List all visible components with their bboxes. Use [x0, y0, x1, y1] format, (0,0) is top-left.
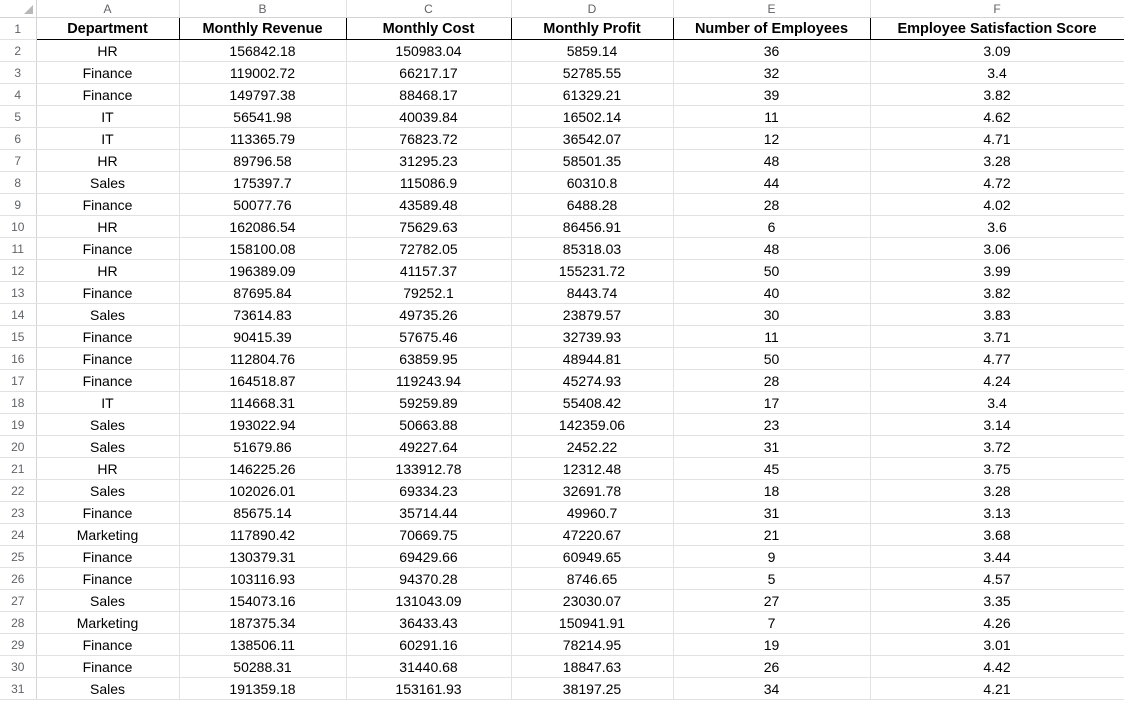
- cell-satisfaction-score[interactable]: 3.99: [870, 260, 1124, 282]
- cell-department[interactable]: Finance: [36, 502, 179, 524]
- cell-department[interactable]: HR: [36, 260, 179, 282]
- cell-monthly-profit[interactable]: 60949.65: [511, 546, 673, 568]
- cell-monthly-cost[interactable]: 69429.66: [346, 546, 511, 568]
- row-number[interactable]: 30: [0, 656, 36, 678]
- row-number[interactable]: 29: [0, 634, 36, 656]
- cell-monthly-cost[interactable]: 31295.23: [346, 150, 511, 172]
- cell-monthly-profit[interactable]: 155231.72: [511, 260, 673, 282]
- row-number[interactable]: 16: [0, 348, 36, 370]
- table-row: [0, 370, 1124, 392]
- cell-department[interactable]: Finance: [36, 84, 179, 106]
- cell-monthly-cost[interactable]: 49735.26: [346, 304, 511, 326]
- cell-monthly-cost[interactable]: 41157.37: [346, 260, 511, 282]
- row-number[interactable]: 23: [0, 502, 36, 524]
- cell-monthly-revenue[interactable]: 87695.84: [179, 282, 346, 304]
- cell-employee-count[interactable]: 28: [673, 194, 870, 216]
- cell-monthly-profit[interactable]: 52785.55: [511, 62, 673, 84]
- cell-monthly-cost[interactable]: 150983.04: [346, 40, 511, 62]
- table-header-row: [0, 18, 1124, 40]
- cell-monthly-cost[interactable]: 79252.1: [346, 282, 511, 304]
- row-number[interactable]: 22: [0, 480, 36, 502]
- cell-monthly-profit[interactable]: 16502.14: [511, 106, 673, 128]
- cell-monthly-profit[interactable]: 58501.35: [511, 150, 673, 172]
- cell-monthly-profit[interactable]: 12312.48: [511, 458, 673, 480]
- cell-monthly-revenue[interactable]: 164518.87: [179, 370, 346, 392]
- cell-monthly-cost[interactable]: 57675.46: [346, 326, 511, 348]
- cell-monthly-revenue[interactable]: 112804.76: [179, 348, 346, 370]
- cell-satisfaction-score[interactable]: 3.28: [870, 480, 1124, 502]
- cell-monthly-cost[interactable]: 59259.89: [346, 392, 511, 414]
- cell-satisfaction-score[interactable]: 4.26: [870, 612, 1124, 634]
- cell-monthly-revenue[interactable]: 117890.42: [179, 524, 346, 546]
- cell-monthly-profit[interactable]: 5859.14: [511, 40, 673, 62]
- table-row: [0, 678, 1124, 700]
- cell-monthly-cost[interactable]: 50663.88: [346, 414, 511, 436]
- cell-department[interactable]: Marketing: [36, 524, 179, 546]
- cell-satisfaction-score[interactable]: 3.71: [870, 326, 1124, 348]
- table-row: [0, 502, 1124, 524]
- cell-satisfaction-score[interactable]: 3.28: [870, 150, 1124, 172]
- cell-monthly-cost[interactable]: 131043.09: [346, 590, 511, 612]
- cell-monthly-revenue[interactable]: 113365.79: [179, 128, 346, 150]
- cell-satisfaction-score[interactable]: 3.4: [870, 62, 1124, 84]
- cell-department[interactable]: Finance: [36, 194, 179, 216]
- cell-monthly-profit[interactable]: 150941.91: [511, 612, 673, 634]
- cell-employee-count[interactable]: 7: [673, 612, 870, 634]
- row-number[interactable]: 19: [0, 414, 36, 436]
- column-header-a[interactable]: A: [36, 0, 179, 18]
- cell-employee-count[interactable]: 19: [673, 634, 870, 656]
- cell-monthly-cost[interactable]: 60291.16: [346, 634, 511, 656]
- cell-satisfaction-score[interactable]: 3.44: [870, 546, 1124, 568]
- cell-monthly-revenue[interactable]: 158100.08: [179, 238, 346, 260]
- cell-monthly-cost[interactable]: 49227.64: [346, 436, 511, 458]
- cell-monthly-revenue[interactable]: 146225.26: [179, 458, 346, 480]
- cell-monthly-revenue[interactable]: 102026.01: [179, 480, 346, 502]
- cell-monthly-profit[interactable]: 6488.28: [511, 194, 673, 216]
- cell-employee-count[interactable]: 28: [673, 370, 870, 392]
- cell-department[interactable]: HR: [36, 216, 179, 238]
- table-row: [0, 40, 1124, 62]
- cell-department[interactable]: Sales: [36, 678, 179, 700]
- table-row: [0, 458, 1124, 480]
- row-number[interactable]: 5: [0, 106, 36, 128]
- cell-satisfaction-score[interactable]: 4.24: [870, 370, 1124, 392]
- table-row: [0, 260, 1124, 282]
- row-number[interactable]: 20: [0, 436, 36, 458]
- cell-employee-count[interactable]: 12: [673, 128, 870, 150]
- row-number[interactable]: 21: [0, 458, 36, 480]
- cell-monthly-revenue[interactable]: 119002.72: [179, 62, 346, 84]
- cell-employee-count[interactable]: 34: [673, 678, 870, 700]
- table-row: [0, 194, 1124, 216]
- cell-monthly-profit[interactable]: 36542.07: [511, 128, 673, 150]
- cell-monthly-revenue[interactable]: 89796.58: [179, 150, 346, 172]
- cell-employee-count[interactable]: 50: [673, 348, 870, 370]
- cell-satisfaction-score[interactable]: 3.68: [870, 524, 1124, 546]
- cell-employee-count[interactable]: 6: [673, 216, 870, 238]
- cell-employee-count[interactable]: 26: [673, 656, 870, 678]
- table-row: [0, 392, 1124, 414]
- cell-department[interactable]: Finance: [36, 238, 179, 260]
- cell-department[interactable]: Sales: [36, 304, 179, 326]
- header-cell-employee-satisfaction-score[interactable]: Employee Satisfaction Score: [870, 18, 1124, 40]
- table-row: [0, 238, 1124, 260]
- cell-monthly-profit[interactable]: 78214.95: [511, 634, 673, 656]
- cell-employee-count[interactable]: 23: [673, 414, 870, 436]
- cell-satisfaction-score[interactable]: 3.82: [870, 282, 1124, 304]
- cell-monthly-profit[interactable]: 8443.74: [511, 282, 673, 304]
- table-row: [0, 634, 1124, 656]
- row-number[interactable]: 31: [0, 678, 36, 700]
- cell-satisfaction-score[interactable]: 3.83: [870, 304, 1124, 326]
- column-header-b[interactable]: B: [179, 0, 346, 18]
- cell-satisfaction-score[interactable]: 3.09: [870, 40, 1124, 62]
- cell-employee-count[interactable]: 50: [673, 260, 870, 282]
- cell-monthly-cost[interactable]: 69334.23: [346, 480, 511, 502]
- cell-department[interactable]: Finance: [36, 634, 179, 656]
- cell-monthly-cost[interactable]: 35714.44: [346, 502, 511, 524]
- row-number[interactable]: 1: [0, 18, 36, 40]
- row-number[interactable]: 15: [0, 326, 36, 348]
- cell-monthly-profit[interactable]: 49960.7: [511, 502, 673, 524]
- row-number[interactable]: 7: [0, 150, 36, 172]
- row-number[interactable]: 4: [0, 84, 36, 106]
- cell-employee-count[interactable]: 27: [673, 590, 870, 612]
- cell-department[interactable]: Sales: [36, 480, 179, 502]
- cell-monthly-cost[interactable]: 153161.93: [346, 678, 511, 700]
- column-header-d[interactable]: D: [511, 0, 673, 18]
- cell-satisfaction-score[interactable]: 3.14: [870, 414, 1124, 436]
- row-number[interactable]: 10: [0, 216, 36, 238]
- cell-monthly-profit[interactable]: 85318.03: [511, 238, 673, 260]
- table-row: [0, 304, 1124, 326]
- cell-monthly-revenue[interactable]: 90415.39: [179, 326, 346, 348]
- cell-employee-count[interactable]: 39: [673, 84, 870, 106]
- cell-monthly-revenue[interactable]: 73614.83: [179, 304, 346, 326]
- cell-department[interactable]: IT: [36, 128, 179, 150]
- table-row: [0, 414, 1124, 436]
- cell-department[interactable]: Finance: [36, 326, 179, 348]
- cell-employee-count[interactable]: 40: [673, 282, 870, 304]
- row-number[interactable]: 12: [0, 260, 36, 282]
- cell-monthly-profit[interactable]: 60310.8: [511, 172, 673, 194]
- cell-monthly-profit[interactable]: 86456.91: [511, 216, 673, 238]
- row-number[interactable]: 17: [0, 370, 36, 392]
- header-cell-monthly-profit[interactable]: Monthly Profit: [511, 18, 673, 40]
- cell-satisfaction-score[interactable]: 3.35: [870, 590, 1124, 612]
- cell-monthly-profit[interactable]: 32691.78: [511, 480, 673, 502]
- cell-monthly-revenue[interactable]: 162086.54: [179, 216, 346, 238]
- row-number[interactable]: 18: [0, 392, 36, 414]
- cell-monthly-profit[interactable]: 18847.63: [511, 656, 673, 678]
- cell-employee-count[interactable]: 32: [673, 62, 870, 84]
- cell-employee-count[interactable]: 11: [673, 326, 870, 348]
- table-row: [0, 84, 1124, 106]
- cell-employee-count[interactable]: 30: [673, 304, 870, 326]
- cell-employee-count[interactable]: 17: [673, 392, 870, 414]
- cell-employee-count[interactable]: 11: [673, 106, 870, 128]
- row-number[interactable]: 14: [0, 304, 36, 326]
- cell-monthly-cost[interactable]: 115086.9: [346, 172, 511, 194]
- cell-monthly-profit[interactable]: 142359.06: [511, 414, 673, 436]
- cell-employee-count[interactable]: 31: [673, 502, 870, 524]
- cell-monthly-cost[interactable]: 119243.94: [346, 370, 511, 392]
- cell-satisfaction-score[interactable]: 4.42: [870, 656, 1124, 678]
- cell-department[interactable]: Sales: [36, 436, 179, 458]
- table-row: [0, 216, 1124, 238]
- cell-employee-count[interactable]: 44: [673, 172, 870, 194]
- cell-monthly-revenue[interactable]: 154073.16: [179, 590, 346, 612]
- cell-employee-count[interactable]: 48: [673, 150, 870, 172]
- table-row: [0, 128, 1124, 150]
- table-row: [0, 62, 1124, 84]
- cell-monthly-revenue[interactable]: 85675.14: [179, 502, 346, 524]
- cell-satisfaction-score[interactable]: 4.02: [870, 194, 1124, 216]
- cell-satisfaction-score[interactable]: 4.57: [870, 568, 1124, 590]
- cell-monthly-cost[interactable]: 40039.84: [346, 106, 511, 128]
- cell-monthly-cost[interactable]: 31440.68: [346, 656, 511, 678]
- table-row: [0, 612, 1124, 634]
- cell-monthly-revenue[interactable]: 50288.31: [179, 656, 346, 678]
- cell-monthly-revenue[interactable]: 130379.31: [179, 546, 346, 568]
- table-row: [0, 590, 1124, 612]
- cell-satisfaction-score[interactable]: 3.75: [870, 458, 1124, 480]
- cell-satisfaction-score[interactable]: 3.13: [870, 502, 1124, 524]
- table-body: [0, 40, 1124, 700]
- cell-monthly-revenue[interactable]: 193022.94: [179, 414, 346, 436]
- cell-department[interactable]: HR: [36, 40, 179, 62]
- column-header-e[interactable]: E: [673, 0, 870, 18]
- table-row: [0, 106, 1124, 128]
- cell-monthly-cost[interactable]: 63859.95: [346, 348, 511, 370]
- cell-monthly-cost[interactable]: 66217.17: [346, 62, 511, 84]
- cell-monthly-revenue[interactable]: 187375.34: [179, 612, 346, 634]
- cell-employee-count[interactable]: 31: [673, 436, 870, 458]
- cell-monthly-revenue[interactable]: 50077.76: [179, 194, 346, 216]
- cell-department[interactable]: Sales: [36, 590, 179, 612]
- row-number[interactable]: 6: [0, 128, 36, 150]
- cell-department[interactable]: Finance: [36, 62, 179, 84]
- cell-monthly-cost[interactable]: 70669.75: [346, 524, 511, 546]
- cell-monthly-revenue[interactable]: 114668.31: [179, 392, 346, 414]
- row-number[interactable]: 13: [0, 282, 36, 304]
- column-header-f[interactable]: F: [870, 0, 1124, 18]
- cell-monthly-cost[interactable]: 72782.05: [346, 238, 511, 260]
- cell-monthly-cost[interactable]: 88468.17: [346, 84, 511, 106]
- table-row: [0, 546, 1124, 568]
- select-all-triangle-icon: [24, 5, 33, 14]
- cell-satisfaction-score[interactable]: 4.77: [870, 348, 1124, 370]
- cell-monthly-profit[interactable]: 38197.25: [511, 678, 673, 700]
- cell-satisfaction-score[interactable]: 4.72: [870, 172, 1124, 194]
- cell-department[interactable]: Sales: [36, 172, 179, 194]
- cell-employee-count[interactable]: 9: [673, 546, 870, 568]
- cell-monthly-cost[interactable]: 76823.72: [346, 128, 511, 150]
- cell-department[interactable]: HR: [36, 458, 179, 480]
- cell-employee-count[interactable]: 21: [673, 524, 870, 546]
- cell-monthly-cost[interactable]: 133912.78: [346, 458, 511, 480]
- row-number[interactable]: 3: [0, 62, 36, 84]
- cell-department[interactable]: IT: [36, 392, 179, 414]
- cell-satisfaction-score[interactable]: 3.01: [870, 634, 1124, 656]
- row-number[interactable]: 9: [0, 194, 36, 216]
- cell-department[interactable]: Finance: [36, 370, 179, 392]
- cell-monthly-profit[interactable]: 61329.21: [511, 84, 673, 106]
- cell-department[interactable]: Finance: [36, 568, 179, 590]
- cell-monthly-profit[interactable]: 55408.42: [511, 392, 673, 414]
- cell-monthly-revenue[interactable]: 175397.7: [179, 172, 346, 194]
- cell-employee-count[interactable]: 18: [673, 480, 870, 502]
- cell-employee-count[interactable]: 5: [673, 568, 870, 590]
- table-row: [0, 524, 1124, 546]
- cell-employee-count[interactable]: 36: [673, 40, 870, 62]
- cell-monthly-profit[interactable]: 47220.67: [511, 524, 673, 546]
- row-number[interactable]: 2: [0, 40, 36, 62]
- cell-monthly-cost[interactable]: 75629.63: [346, 216, 511, 238]
- cell-monthly-revenue[interactable]: 103116.93: [179, 568, 346, 590]
- cell-employee-count[interactable]: 45: [673, 458, 870, 480]
- cell-employee-count[interactable]: 48: [673, 238, 870, 260]
- cell-department[interactable]: Sales: [36, 414, 179, 436]
- cell-monthly-profit[interactable]: 8746.65: [511, 568, 673, 590]
- cell-department[interactable]: Marketing: [36, 612, 179, 634]
- cell-satisfaction-score[interactable]: 3.82: [870, 84, 1124, 106]
- table-row: [0, 282, 1124, 304]
- cell-monthly-cost[interactable]: 43589.48: [346, 194, 511, 216]
- table-row: [0, 480, 1124, 502]
- row-number[interactable]: 8: [0, 172, 36, 194]
- table-row: [0, 150, 1124, 172]
- row-number[interactable]: 25: [0, 546, 36, 568]
- cell-monthly-cost[interactable]: 94370.28: [346, 568, 511, 590]
- table-row: [0, 348, 1124, 370]
- cell-monthly-revenue[interactable]: 51679.86: [179, 436, 346, 458]
- cell-monthly-revenue[interactable]: 156842.18: [179, 40, 346, 62]
- cell-satisfaction-score[interactable]: 4.62: [870, 106, 1124, 128]
- column-header-row: [0, 0, 1124, 18]
- table-row: [0, 436, 1124, 458]
- cell-monthly-revenue[interactable]: 149797.38: [179, 84, 346, 106]
- table-row: [0, 172, 1124, 194]
- header-cell-number-of-employees[interactable]: Number of Employees: [673, 18, 870, 40]
- cell-department[interactable]: IT: [36, 106, 179, 128]
- cell-satisfaction-score[interactable]: 4.71: [870, 128, 1124, 150]
- cell-monthly-cost[interactable]: 36433.43: [346, 612, 511, 634]
- cell-satisfaction-score[interactable]: 3.6: [870, 216, 1124, 238]
- select-all-corner[interactable]: [0, 0, 36, 18]
- cell-satisfaction-score[interactable]: 3.4: [870, 392, 1124, 414]
- cell-monthly-revenue[interactable]: 56541.98: [179, 106, 346, 128]
- cell-monthly-profit[interactable]: 23879.57: [511, 304, 673, 326]
- row-number[interactable]: 24: [0, 524, 36, 546]
- cell-monthly-profit[interactable]: 23030.07: [511, 590, 673, 612]
- row-number[interactable]: 11: [0, 238, 36, 260]
- cell-monthly-profit[interactable]: 2452.22: [511, 436, 673, 458]
- cell-department[interactable]: Finance: [36, 546, 179, 568]
- cell-monthly-profit[interactable]: 45274.93: [511, 370, 673, 392]
- cell-department[interactable]: Finance: [36, 282, 179, 304]
- cell-satisfaction-score[interactable]: 3.72: [870, 436, 1124, 458]
- column-header-c[interactable]: C: [346, 0, 511, 18]
- header-cell-department[interactable]: Department: [36, 18, 179, 40]
- cell-department[interactable]: Finance: [36, 656, 179, 678]
- cell-monthly-profit[interactable]: 48944.81: [511, 348, 673, 370]
- header-cell-monthly-cost[interactable]: Monthly Cost: [346, 18, 511, 40]
- row-number[interactable]: 26: [0, 568, 36, 590]
- row-number[interactable]: 28: [0, 612, 36, 634]
- table-row: [0, 568, 1124, 590]
- cell-satisfaction-score[interactable]: 4.21: [870, 678, 1124, 700]
- header-cell-monthly-revenue[interactable]: Monthly Revenue: [179, 18, 346, 40]
- table-row: [0, 326, 1124, 348]
- cell-monthly-profit[interactable]: 32739.93: [511, 326, 673, 348]
- cell-department[interactable]: HR: [36, 150, 179, 172]
- cell-monthly-revenue[interactable]: 191359.18: [179, 678, 346, 700]
- cell-monthly-revenue[interactable]: 138506.11: [179, 634, 346, 656]
- table-row: [0, 656, 1124, 678]
- cell-satisfaction-score[interactable]: 3.06: [870, 238, 1124, 260]
- row-number[interactable]: 27: [0, 590, 36, 612]
- cell-department[interactable]: Finance: [36, 348, 179, 370]
- cell-monthly-revenue[interactable]: 196389.09: [179, 260, 346, 282]
